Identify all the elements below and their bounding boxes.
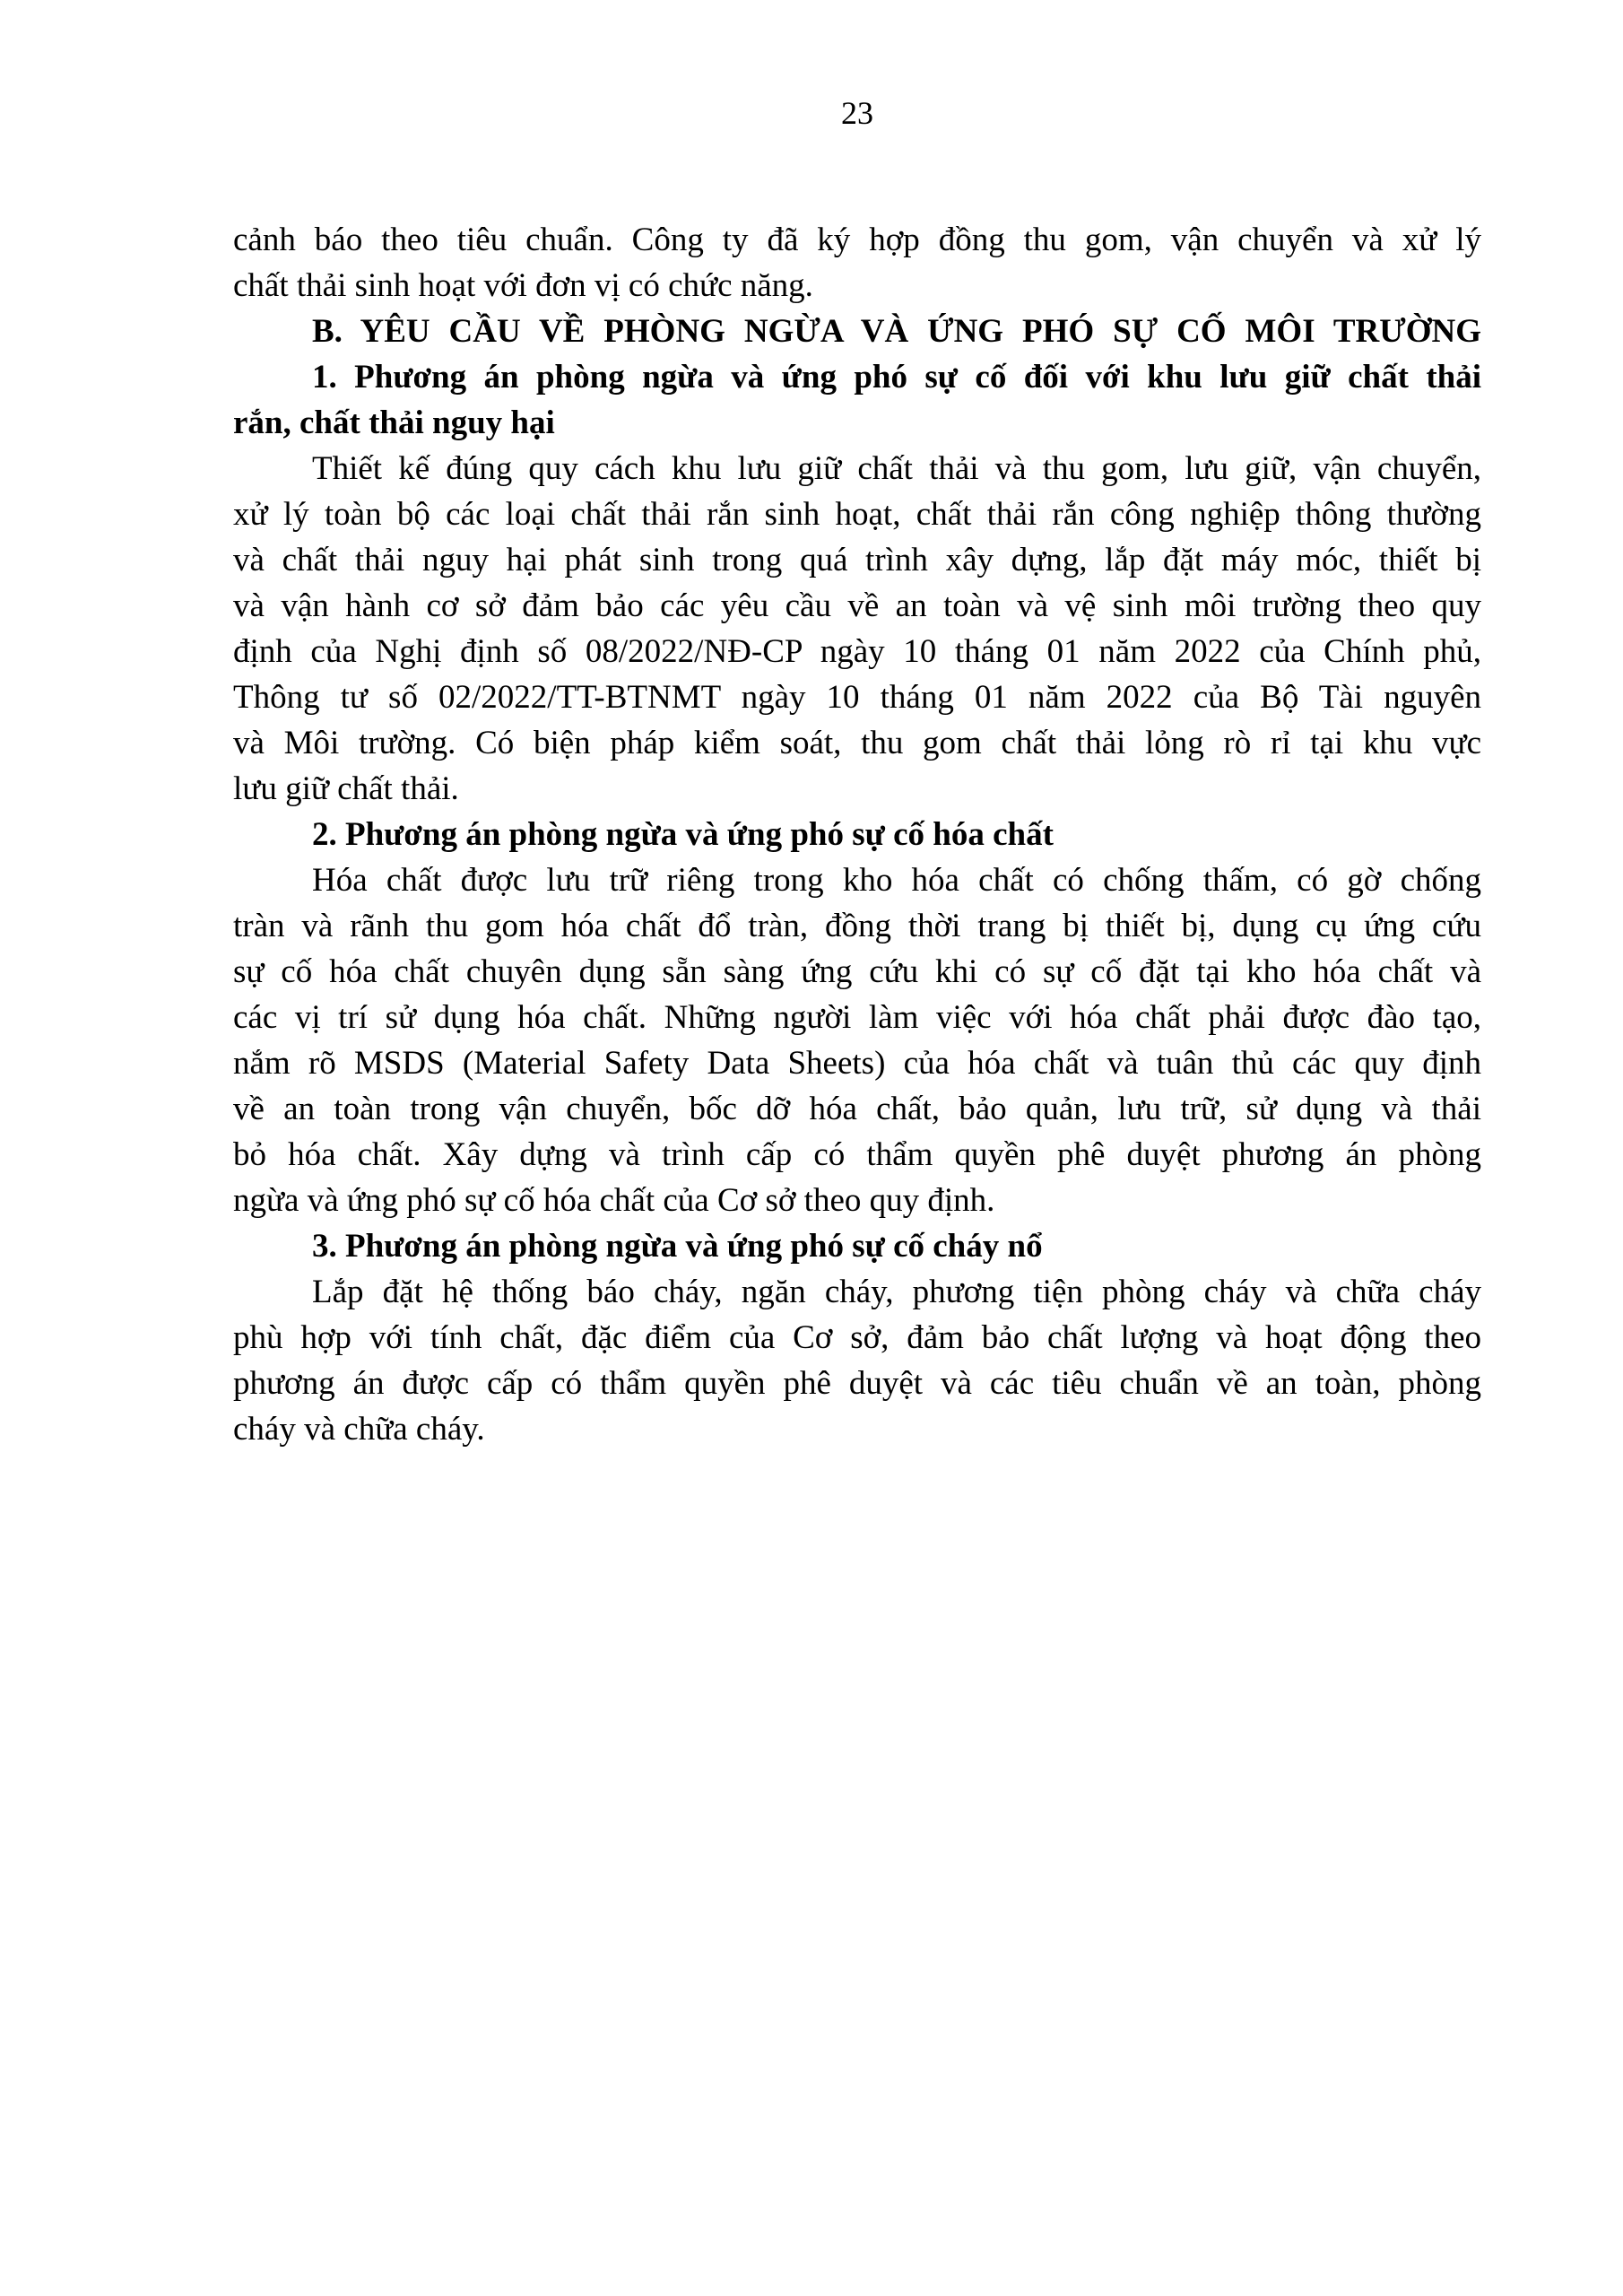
body-line: sự cố hóa chất chuyên dụng sẵn sàng ứng cứu khi có sự cố đặt tại kho hóa chất và [233,953,1481,990]
body-line: và Môi trường. Có biện pháp kiểm soát, thu gom chất thải lỏng rò rỉ tại khu vực [233,725,1481,761]
body-line: Thiết kế đúng quy cách khu lưu giữ chất thải và thu gom, lưu giữ, vận chuyển, [312,450,1481,487]
subsection-1-heading-line-1: 1. Phương án phòng ngừa và ứng phó sự cố đối với khu lưu giữ chất thải [312,359,1481,396]
body-line: về an toàn trong vận chuyển, bốc dỡ hóa chất, bảo quản, lưu trữ, sử dụng và thải [233,1091,1481,1127]
body-line: bỏ hóa chất. Xây dựng và trình cấp có thẩm quyền phê duyệt phương án phòng [233,1136,1481,1173]
body-line: phương án được cấp có thẩm quyền phê duyệt và các tiêu chuẩn về an toàn, phòng [233,1365,1481,1402]
body-line: các vị trí sử dụng hóa chất. Những người làm việc với hóa chất phải được đào tạo, [233,999,1481,1036]
body-line: định của Nghị định số 08/2022/NĐ-CP ngày 10 tháng 01 năm 2022 của Chính phủ, [233,633,1481,670]
body-line: cháy và chữa cháy. [233,1411,485,1448]
body-line: phù hợp với tính chất, đặc điểm của Cơ sở, đảm bảo chất lượng và hoạt động theo [233,1319,1481,1356]
subsection-3-heading: 3. Phương án phòng ngừa và ứng phó sự cố cháy nổ [312,1228,1043,1265]
body-line: tràn và rãnh thu gom hóa chất đổ tràn, đồng thời trang bị thiết bị, dụng cụ ứng cứu [233,908,1481,944]
body-line: và vận hành cơ sở đảm bảo các yêu cầu về an toàn và vệ sinh môi trường theo quy [233,587,1481,624]
body-line: lưu giữ chất thải. [233,770,459,807]
body-line: và chất thải nguy hại phát sinh trong quá trình xây dựng, lắp đặt máy móc, thiết bị [233,542,1481,578]
body-line: Lắp đặt hệ thống báo cháy, ngăn cháy, phương tiện phòng cháy và chữa cháy [312,1274,1481,1310]
page-number: 23 [841,95,873,131]
body-line: nắm rõ MSDS (Material Safety Data Sheets) của hóa chất và tuân thủ các quy định [233,1045,1481,1082]
subsection-1-heading-line-2: rắn, chất thải nguy hại [233,404,555,441]
body-line: ngừa và ứng phó sự cố hóa chất của Cơ sở theo quy định. [233,1182,995,1219]
body-line: chất thải sinh hoạt với đơn vị có chức năng. [233,267,813,304]
body-line: xử lý toàn bộ các loại chất thải rắn sinh hoạt, chất thải rắn công nghiệp thông thường [233,496,1481,533]
subsection-2-heading: 2. Phương án phòng ngừa và ứng phó sự cố hóa chất [312,816,1054,853]
body-line: Thông tư số 02/2022/TT-BTNMT ngày 10 tháng 01 năm 2022 của Bộ Tài nguyên [233,679,1481,716]
body-line: cảnh báo theo tiêu chuẩn. Công ty đã ký hợp đồng thu gom, vận chuyển và xử lý [233,222,1481,258]
document-text-block [233,217,1481,1452]
body-line: Hóa chất được lưu trữ riêng trong kho hóa chất có chống thấm, có gờ chống [312,862,1481,899]
section-b-heading: B. YÊU CẦU VỀ PHÒNG NGỪA VÀ ỨNG PHÓ SỰ CỐ MÔI TRƯỜNG [312,313,1481,350]
